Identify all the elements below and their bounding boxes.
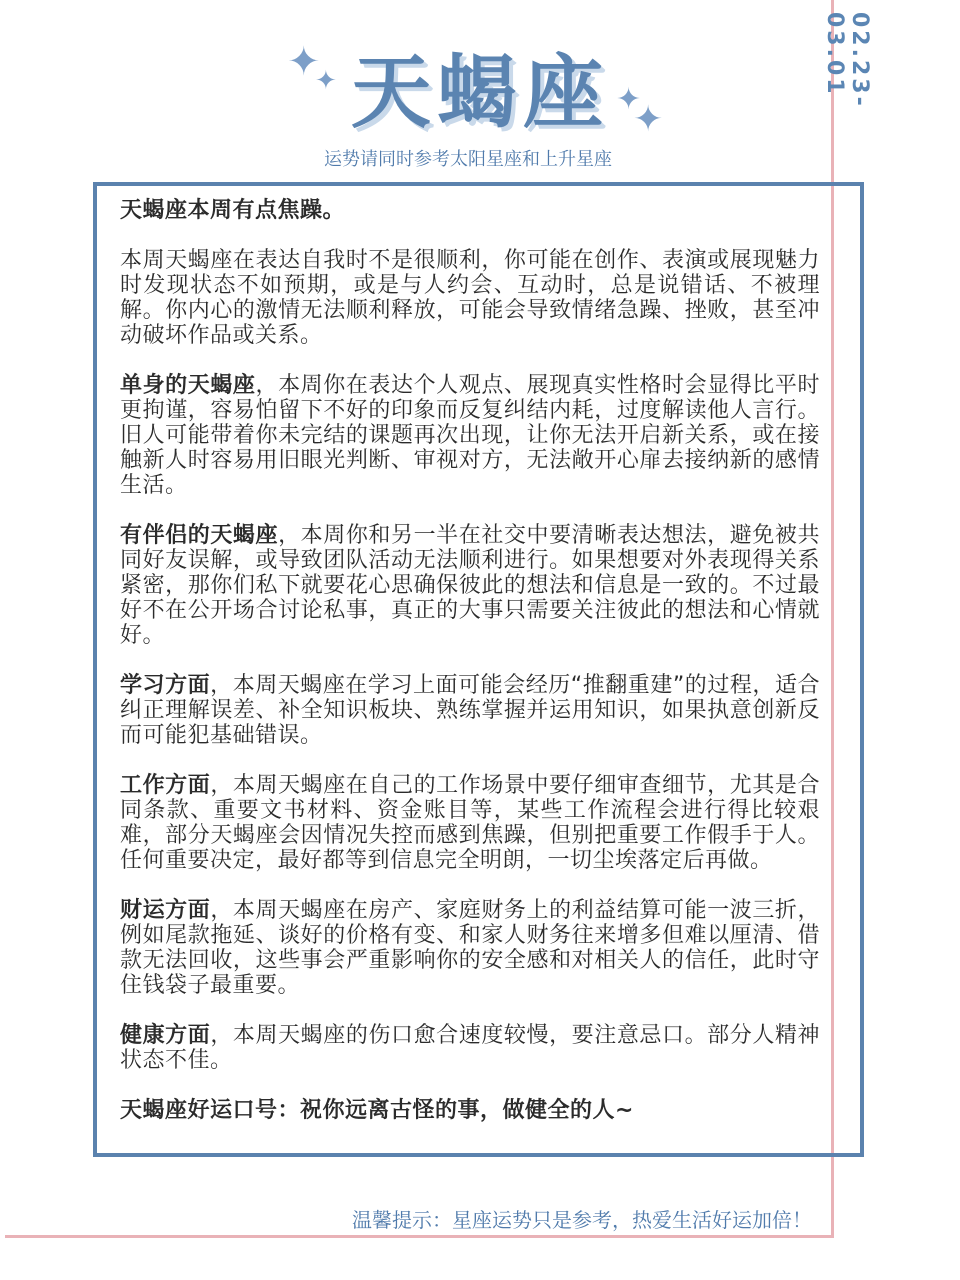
section-text: ，本周天蝎座在自己的工作场景中要仔细审查细节，尤其是合同条款、重要文书材料、资金账目等，某些工作流程会进行得比较艰难，部分天蝎座会因情况失控而感到焦躁，但别把重要工作假手于人。任何重要决定，最好都等到信息完全明朗，一切尘埃落定后再做。 [120, 773, 820, 873]
section-text: ，本周天蝎座在学习上面可能会经历“推翻重建”的过程，适合纠正理解误差、补全知识板块、熟练掌握并运用知识，如果执意创新反而可能犯基础错误。 [120, 673, 820, 748]
page-subtitle: 运势请同时参考太阳星座和上升星座 [324, 149, 612, 170]
horoscope-content [120, 198, 820, 1148]
section-label: 健康方面 [120, 1023, 211, 1048]
section-partnered [120, 523, 820, 648]
section-single [120, 373, 820, 498]
intro-paragraph: 本周天蝎座在表达自我时不是很顺利，你可能在创作、表演或展现魅力时发现状态不如预期，或是与人约会、互动时，总是说错话、不被理解。你内心的激情无法顺利释放，可能会导致情绪急躁、挫败，甚至冲动破坏作品或关系。 [120, 248, 820, 348]
section-label: 工作方面 [120, 773, 211, 798]
section-label: 有伴侣的天蝎座 [120, 523, 279, 548]
footer-tip: 温馨提示：星座运势只是参考，热爱生活好运加倍！ [352, 1208, 812, 1232]
headline: 天蝎座本周有点焦躁。 [120, 198, 346, 223]
section-work [120, 773, 820, 873]
section-label: 学习方面 [120, 673, 211, 698]
section-text: ，本周天蝎座的伤口愈合速度较慢，要注意忌口。部分人精神状态不佳。 [120, 1023, 820, 1073]
section-health [120, 1023, 820, 1073]
page-title: 天蝎座 [351, 46, 609, 139]
lucky-slogan: 天蝎座好运口号：祝你远离古怪的事，做健全的人~ [120, 1098, 634, 1123]
section-wealth [120, 898, 820, 998]
sparkle-star-icon: ✦ [633, 99, 664, 140]
sparkle-star-icon: ✦ [287, 39, 321, 85]
section-study [120, 673, 820, 748]
section-label: 财运方面 [120, 898, 211, 923]
date-range: 02.23-03.01 [822, 12, 872, 109]
sparkle-star-icon: ✦ [315, 66, 337, 96]
section-text: ，本周你和另一半在社交中要清晰表达想法，避免被共同好友误解，或导致团队活动无法顺利进行。如果想要对外表现得关系紧密，那你们私下就要花心思确保彼此的想法和信息是一致的。不过最好不在公开场合讨论私事，真正的大事只需要关注彼此的想法和心情就好。 [120, 523, 820, 648]
section-text: ，本周天蝎座在房产、家庭财务上的利益结算可能一波三折，例如尾款拖延、谈好的价格有变、和家人财务往来增多但难以厘清、借款无法回收，这些事会严重影响你的安全感和对相关人的信任，此时守住钱袋子最重要。 [120, 898, 820, 998]
sparkle-star-icon: ✦ [616, 82, 642, 117]
section-label: 单身的天蝎座 [120, 373, 256, 398]
pink-horizontal-line [5, 1235, 834, 1238]
section-text: ，本周你在表达个人观点、展现真实性格时会显得比平时更拘谨，容易怕留下不好的印象而反复纠结内耗，过度解读他人言行。旧人可能带着你未完结的课题再次出现，让你无法开启新关系，或在接触新人时容易用旧眼光判断、审视对方，无法敞开心扉去接纳新的感情生活。 [120, 373, 820, 498]
